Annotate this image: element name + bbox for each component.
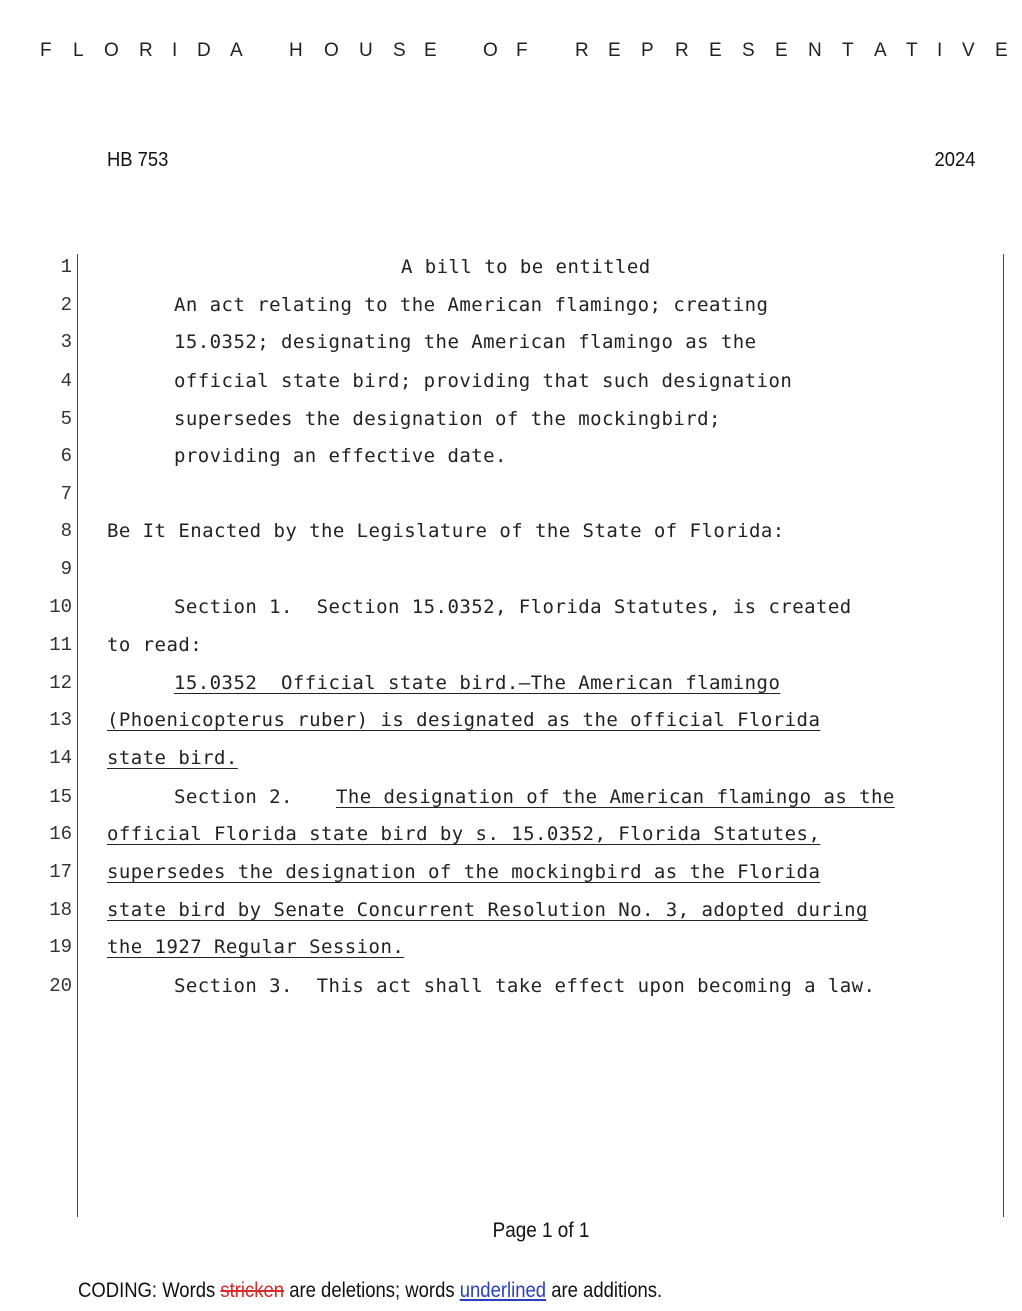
coding-legend: [78, 1279, 662, 1303]
title-line: supersedes the designation of the mockingbird;: [174, 408, 721, 430]
masthead-letter: V: [962, 40, 975, 61]
title-line: 15.0352; designating the American flamingo as the: [174, 331, 757, 353]
added-text-line: (Phoenicopterus ruber) is designated as the official Florida: [107, 709, 821, 731]
title-line: An act relating to the American flamingo; creating: [174, 294, 769, 316]
line-number: 9: [60, 558, 72, 580]
masthead-letter: R: [139, 40, 153, 61]
left-margin-rule: [77, 254, 78, 1217]
line-number: 7: [60, 483, 72, 505]
masthead-letter: E: [709, 40, 722, 61]
masthead-letter: I: [937, 40, 943, 61]
masthead-letter: R: [575, 40, 589, 61]
line-number: 16: [49, 823, 72, 845]
section-3-text: Section 3. This act shall take effect upon becoming a law.: [174, 975, 876, 997]
line-number: 5: [60, 408, 72, 430]
section-1-text: Section 1. Section 15.0352, Florida Statutes, is created: [174, 596, 852, 618]
masthead-letter: A: [230, 40, 243, 61]
coding-prefix: CODING: Words: [78, 1279, 216, 1302]
added-text-line: official Florida state bird by s. 15.0352, Florida Statutes,: [107, 823, 821, 845]
line-number: 12: [49, 672, 72, 694]
masthead-letter: R: [675, 40, 689, 61]
title-line: official state bird; providing that such designation: [174, 370, 793, 392]
coding-underlined-sample: underlined: [459, 1279, 547, 1302]
added-text-line: 15.0352 Official state bird.—The American flamingo: [174, 672, 781, 694]
masthead-letter: S: [393, 40, 406, 61]
line-number: 13: [49, 709, 72, 731]
masthead: [0, 40, 1022, 66]
added-text-line: state bird by Senate Concurrent Resolution No. 3, adopted during: [107, 899, 868, 921]
coding-middle: are deletions; words: [289, 1279, 455, 1302]
line-number: 2: [60, 294, 72, 316]
line-number: 4: [60, 370, 72, 392]
line-number: 19: [49, 936, 72, 958]
masthead-letter: O: [324, 40, 339, 61]
coding-suffix: are additions.: [551, 1279, 663, 1302]
masthead-letter: F: [40, 40, 52, 61]
masthead-letter: P: [641, 40, 654, 61]
added-text-line: The designation of the American flamingo as the: [336, 786, 895, 808]
masthead-letter: D: [197, 40, 211, 61]
line-number: 3: [60, 331, 72, 353]
line-number: 18: [49, 899, 72, 921]
masthead-letter: T: [906, 40, 918, 61]
line-number: 14: [49, 747, 72, 769]
masthead-letter: T: [842, 40, 854, 61]
masthead-letter: E: [424, 40, 437, 61]
enacting-clause: Be It Enacted by the Legislature of the State of Florida:: [107, 520, 785, 542]
section-1-text: to read:: [107, 634, 203, 656]
added-text-line: the 1927 Regular Session.: [107, 936, 405, 958]
masthead-letter: F: [516, 40, 528, 61]
line-number: 6: [60, 445, 72, 467]
masthead-letter: O: [483, 40, 498, 61]
masthead-letter: H: [289, 40, 303, 61]
right-margin-rule: [1003, 254, 1004, 1217]
masthead-letter: E: [995, 40, 1008, 61]
line-number: 17: [49, 861, 72, 883]
line-number: 1: [60, 256, 72, 278]
masthead-letter: L: [73, 40, 84, 61]
added-text-line: supersedes the designation of the mockingbird as the Florida: [107, 861, 821, 883]
page-indicator: Page 1 of 1: [492, 1219, 590, 1242]
masthead-letter: A: [874, 40, 887, 61]
section-2-label: Section 2.: [174, 786, 293, 808]
masthead-letter: N: [808, 40, 822, 61]
masthead-letter: E: [775, 40, 788, 61]
masthead-letter: I: [172, 40, 178, 61]
masthead-letter: E: [608, 40, 621, 61]
line-number: 20: [49, 975, 72, 997]
title-line: providing an effective date.: [174, 445, 507, 467]
line-number: 11: [49, 634, 72, 656]
masthead-letter: S: [742, 40, 755, 61]
line-number: 10: [49, 596, 72, 618]
coding-stricken-sample: stricken: [220, 1279, 285, 1302]
line-number: 8: [60, 520, 72, 542]
bill-entitled-heading: A bill to be entitled: [401, 256, 651, 278]
line-number: 15: [49, 786, 72, 808]
bill-number: HB 753: [107, 149, 169, 171]
masthead-letter: O: [104, 40, 119, 61]
added-text-line: state bird.: [107, 747, 238, 769]
masthead-letter: U: [359, 40, 373, 61]
session-year: 2024: [934, 149, 975, 171]
